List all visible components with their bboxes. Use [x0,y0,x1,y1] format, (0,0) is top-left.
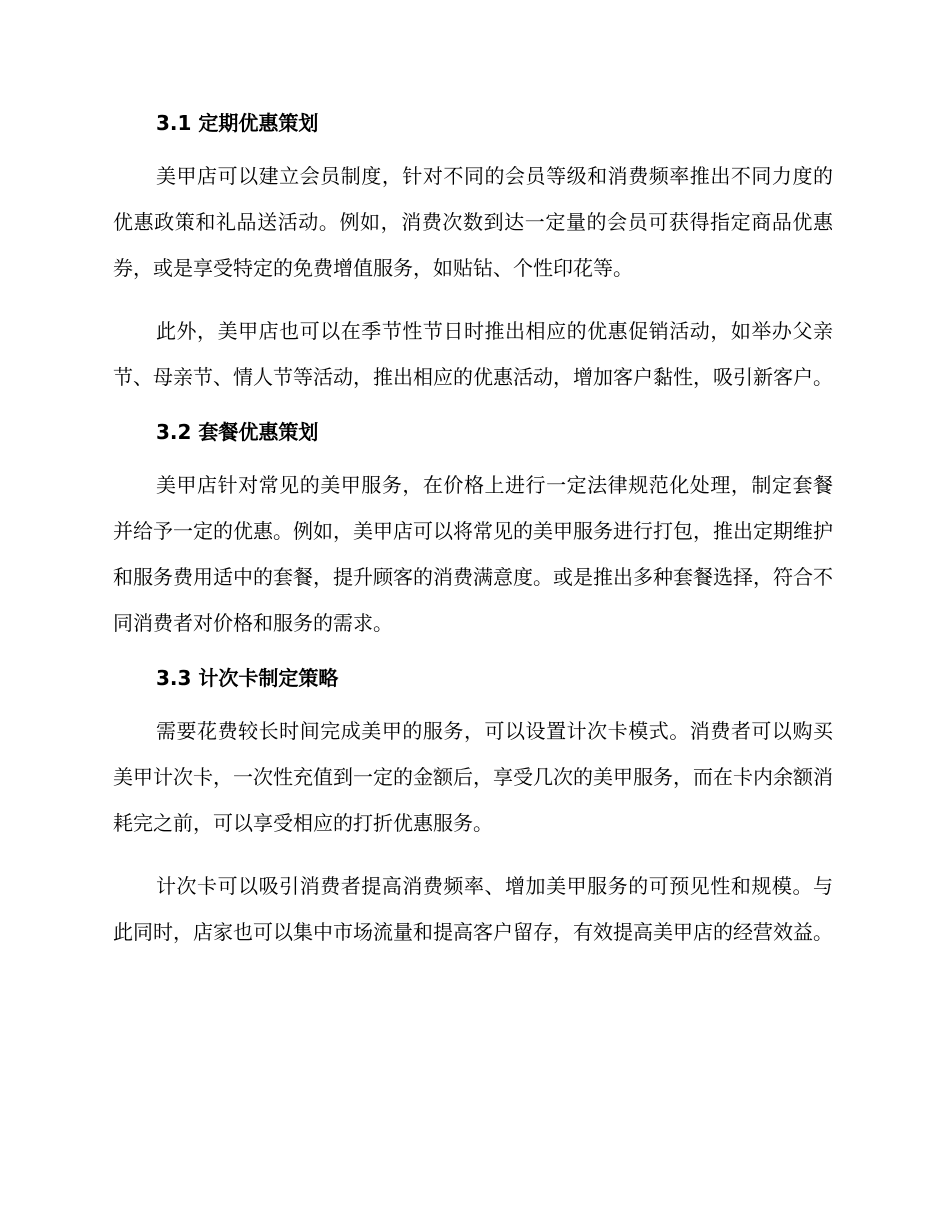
paragraph: 此外，美甲店也可以在季节性节日时推出相应的优惠促销活动，如举办父亲节、母亲节、情人节等活动，推出相应的优惠活动，增加客户黏性，吸引新客户。 [113,319,833,389]
document-body [113,108,833,955]
section-heading-3-1: 3.1 定期优惠策划 [156,111,319,135]
paragraph: 美甲店针对常见的美甲服务，在价格上进行一定法律规范化处理，制定套餐并给予一定的优惠。例如，美甲店可以将常见的美甲服务进行打包，推出定期维护和服务费用适中的套餐，提升顾客的消费满意度。或是推出多种套餐选择，符合不同消费者对价格和服务的需求。 [113,473,833,635]
paragraph: 需要花费较长时间完成美甲的服务，可以设置计次卡模式。消费者可以购买美甲计次卡，一次性充值到一定的金额后，享受几次的美甲服务，而在卡内余额消耗完之前，可以享受相应的打折优惠服务。 [113,719,833,835]
section-heading-3-2: 3.2 套餐优惠策划 [156,420,319,444]
section-heading-3-3: 3.3 计次卡制定策略 [156,666,339,690]
paragraph: 计次卡可以吸引消费者提高消费频率、增加美甲服务的可预见性和规模。与此同时，店家也可以集中市场流量和提高客户留存，有效提高美甲店的经营效益。 [113,874,833,944]
paragraph: 美甲店可以建立会员制度，针对不同的会员等级和消费频率推出不同力度的优惠政策和礼品送活动。例如，消费次数到达一定量的会员可获得指定商品优惠券，或是享受特定的免费增值服务，如贴钻、个性印花等。 [113,164,833,280]
